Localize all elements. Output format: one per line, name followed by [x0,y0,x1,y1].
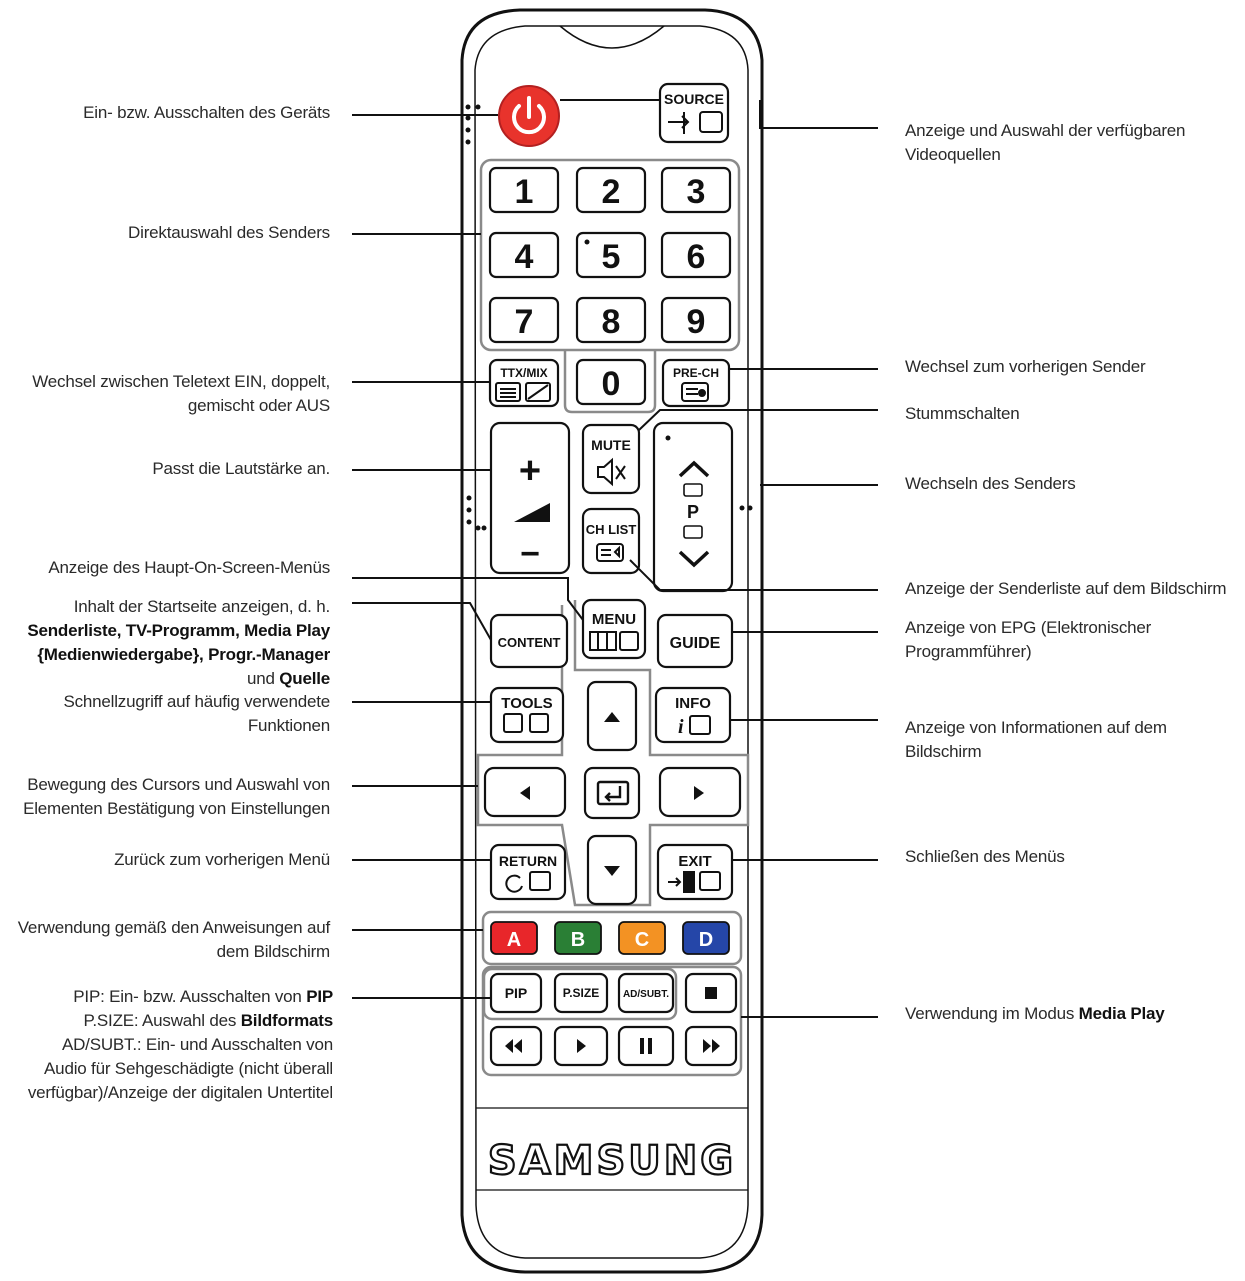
stop-button[interactable] [686,974,736,1012]
label-pre-ch: Wechsel zum vorherigen Sender [905,357,1146,376]
label-guide: Anzeige von EPG (Elektronischer Programmführer) [905,618,1152,661]
channel-label: P [686,502,700,522]
tools-button[interactable] [491,688,563,742]
digit-label: 6 [686,238,706,276]
label-channel: Wechseln des Senders [905,474,1076,493]
color-key-label: B [570,929,586,951]
return-button[interactable] [491,845,565,899]
label-mute: Stummschalten [905,404,1020,423]
fast-forward-button[interactable] [686,1027,736,1065]
volume-plus-label: + [518,450,542,492]
label-source: Anzeige und Auswahl der verfügbaren Videoquellen [905,121,1186,164]
svg-text:i: i [678,716,684,738]
digit-label: 9 [686,303,706,341]
ch-list-label: CH LIST [585,522,637,537]
stop-icon [705,987,717,999]
volume-rocker[interactable] [491,423,569,573]
mute-button[interactable] [583,425,639,493]
menu-label: MENU [591,611,637,628]
digit-label: 2 [601,173,621,211]
exit-button[interactable] [658,845,732,899]
exit-label: EXIT [678,853,712,870]
label-power: Ein- bzw. Ausschalten des Geräts [83,103,330,122]
digit-label: 7 [514,303,534,341]
digit-button-2[interactable] [577,168,645,212]
left-button[interactable] [485,768,565,816]
digit-button-7[interactable] [490,298,558,342]
pip-button[interactable] [491,974,541,1012]
mute-label: MUTE [591,437,631,453]
ttx-label: TTX/MIX [500,366,548,380]
guide-button[interactable] [658,615,732,667]
return-label: RETURN [498,853,558,869]
label-volume: Passt die Lautstärke an. [152,459,330,478]
pause-button[interactable] [619,1027,673,1065]
digit-button-1[interactable] [490,168,558,212]
label-digits: Direktauswahl des Senders [128,223,330,242]
rewind-button[interactable] [491,1027,541,1065]
label-exit: Schließen des Menüs [905,847,1065,866]
info-button[interactable] [656,688,730,742]
content-button[interactable] [491,615,567,667]
color-key-a[interactable] [491,922,537,954]
label-return: Zurück zum vorherigen Menü [114,850,330,869]
label-ch-list: Anzeige der Senderliste auf dem Bildschirm [905,579,1227,598]
guide-label: GUIDE [669,635,721,652]
label-tools: Schnellzugriff auf häufig verwendete Funktionen [63,692,330,735]
p-size-label: P.SIZE [562,986,600,1000]
digit-button-4[interactable] [490,233,558,277]
color-key-b[interactable] [555,922,601,954]
tools-label: TOOLS [501,695,553,712]
color-key-label: C [634,929,650,951]
color-key-label: A [506,929,522,951]
brand-logo: SAMSUNG [487,1138,737,1184]
digit-button-6[interactable] [662,233,730,277]
digit-label: 1 [514,173,534,211]
source-label: SOURCE [664,91,724,107]
label-menu: Anzeige des Haupt-On-Screen-Menüs [48,558,330,577]
label-cursor: Bewegung des Cursors und Auswahl von Elementen Bestätigung von Einstellungen [23,775,330,818]
up-button[interactable] [588,682,636,750]
digit-button-3[interactable] [662,168,730,212]
power-button[interactable] [499,86,559,146]
right-button[interactable] [660,768,740,816]
digit-label: 5 [601,238,621,276]
label-color-keys: Verwendung gemäß den Anweisungen auf dem Bildschirm [17,918,330,961]
pre-ch-label: PRE-CH [672,366,720,380]
volume-minus-label: − [520,535,540,573]
menu-button[interactable] [583,600,645,658]
enter-button[interactable] [585,768,639,818]
down-button[interactable] [588,836,636,904]
channel-rocker[interactable] [654,423,732,591]
ttx-mix-button[interactable] [490,360,558,406]
label-ttx: Wechsel zwischen Teletext EIN, doppelt, gemischt oder AUS [32,372,330,415]
play-button[interactable] [555,1027,607,1065]
content-label: CONTENT [497,635,561,650]
digit-label: 8 [601,303,621,341]
ad-subt-button[interactable] [619,974,673,1012]
digit-label: 0 [601,365,621,403]
label-pip-psize-adsubt: PIP: Ein- bzw. Ausschalten von PIP P.SIZE: Auswahl des Bildformats AD/SUBT.: Ein- und Ausschalten von Audio für Sehgeschädigte (nicht überall verfügbar)/Anzeige der digitalen Untertitel [27,987,333,1102]
label-media-play: Verwendung im Modus Media Play [905,1004,1165,1023]
label-info: Anzeige von Informationen auf dem Bildschirm [905,718,1167,761]
color-key-c[interactable] [619,922,665,954]
digit-button-8[interactable] [577,298,645,342]
color-key-label: D [698,929,714,951]
label-content: Inhalt der Startseite anzeigen, d. h. Senderliste, TV-Programm, Media Play {Medienwiedergabe}, Progr.-Manager und Quelle [27,597,330,688]
digit-label: 3 [686,173,706,211]
digit-button-0[interactable] [577,360,645,404]
color-key-d[interactable] [683,922,729,954]
source-button[interactable] [660,84,728,142]
ch-list-button[interactable] [583,509,639,573]
digit-label: 4 [514,238,534,276]
pip-label: PIP [504,985,528,1001]
info-label: INFO [675,695,711,712]
pre-ch-button[interactable] [663,360,729,406]
ad-subt-label: AD/SUBT. [622,989,670,1000]
p-size-button[interactable] [555,974,607,1012]
digit-button-9[interactable] [662,298,730,342]
